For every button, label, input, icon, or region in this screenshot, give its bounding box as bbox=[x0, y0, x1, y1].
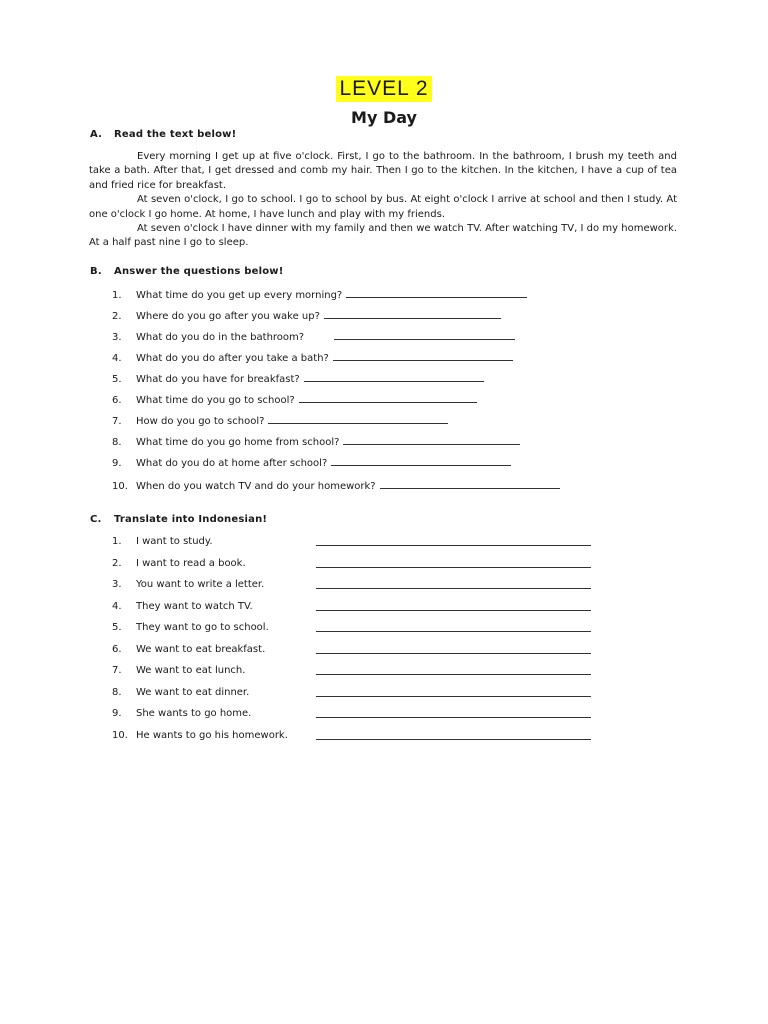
question-item bbox=[90, 391, 477, 407]
item-number: 3. bbox=[112, 579, 122, 590]
reading-paragraph: At seven o'clock, I go to school. I go to school by bus. At eight o'clock I arrive at school and then I study. At one o'clock I go home. At home, I have lunch and play with my friends. bbox=[89, 194, 677, 220]
answer-blank[interactable] bbox=[316, 599, 591, 611]
question-item bbox=[90, 433, 520, 449]
question-number: 9. bbox=[112, 458, 122, 469]
item-number: 8. bbox=[112, 686, 122, 698]
answer-blank[interactable] bbox=[304, 370, 484, 382]
level-label: LEVEL 2 bbox=[336, 76, 431, 102]
answer-blank[interactable] bbox=[334, 328, 515, 340]
answer-blank[interactable] bbox=[316, 728, 591, 740]
question-text: What time do you go to school? bbox=[136, 395, 295, 406]
question-number: 7. bbox=[112, 416, 122, 427]
section-c-letter: C. bbox=[90, 514, 102, 525]
answer-blank[interactable] bbox=[316, 685, 591, 697]
reading-text bbox=[89, 150, 677, 251]
question-item bbox=[90, 477, 560, 493]
answer-blank[interactable] bbox=[316, 556, 591, 568]
section-b-letter: B. bbox=[90, 266, 102, 277]
item-text: I want to read a book. bbox=[136, 557, 246, 569]
translation-item bbox=[90, 706, 316, 722]
translation-item bbox=[90, 685, 316, 701]
reading-paragraph: Every morning I get up at five o'clock. First, I go to the bathroom. In the bathroom, I brush my teeth and take a bath. After that, I get dressed and comb my hair. Then I go to the kitchen. In the kitchen, I have a cup of tea and fried rice for breakfast. bbox=[89, 151, 677, 191]
answer-blank[interactable] bbox=[316, 577, 591, 589]
answer-blank[interactable] bbox=[316, 642, 591, 654]
answer-blank[interactable] bbox=[316, 706, 591, 718]
translation-item bbox=[90, 599, 316, 615]
item-number: 4. bbox=[112, 600, 122, 612]
item-text: You want to write a letter. bbox=[136, 579, 265, 590]
answer-blank[interactable] bbox=[316, 534, 591, 546]
item-text: They want to go to school. bbox=[136, 622, 269, 633]
question-number: 10. bbox=[112, 481, 128, 492]
question-item bbox=[90, 286, 527, 302]
page-title: My Day bbox=[351, 108, 417, 127]
answer-blank[interactable] bbox=[343, 433, 520, 445]
translation-item bbox=[90, 556, 316, 572]
item-number: 5. bbox=[112, 622, 122, 633]
answer-blank[interactable] bbox=[268, 412, 448, 424]
answer-blank[interactable] bbox=[331, 454, 511, 466]
answer-blank[interactable] bbox=[324, 307, 501, 319]
answer-blank[interactable] bbox=[299, 391, 477, 403]
question-number: 3. bbox=[112, 332, 122, 343]
question-text: What do you do in the bathroom? bbox=[136, 332, 305, 343]
translation-item bbox=[90, 620, 316, 636]
item-text: We want to eat dinner. bbox=[136, 686, 250, 698]
reading-paragraph: At seven o'clock I have dinner with my family and then we watch TV. After watching TV, I do my homework. At a half past nine I go to sleep. bbox=[89, 223, 677, 249]
question-number: 5. bbox=[112, 374, 122, 385]
question-text: When do you watch TV and do your homework? bbox=[136, 481, 376, 492]
answer-blank[interactable] bbox=[333, 349, 513, 361]
item-number: 9. bbox=[112, 708, 122, 719]
item-text: We want to eat lunch. bbox=[136, 665, 246, 676]
answer-blank[interactable] bbox=[316, 620, 591, 632]
section-b-title: Answer the questions below! bbox=[114, 266, 284, 277]
item-number: 7. bbox=[112, 665, 122, 676]
question-number: 4. bbox=[112, 353, 122, 364]
section-c-heading bbox=[90, 513, 267, 527]
question-text: What do you do at home after school? bbox=[136, 458, 328, 469]
question-text: What do you do after you take a bath? bbox=[136, 353, 329, 364]
question-number: 6. bbox=[112, 395, 122, 406]
section-a-letter: A. bbox=[90, 129, 103, 140]
section-c-title: Translate into Indonesian! bbox=[114, 514, 268, 525]
item-text: She wants to go home. bbox=[136, 708, 252, 719]
item-text: They want to watch TV. bbox=[136, 600, 253, 612]
answer-blank[interactable] bbox=[316, 663, 591, 675]
question-number: 1. bbox=[112, 290, 122, 301]
answer-blank[interactable] bbox=[346, 286, 527, 298]
answer-blank[interactable] bbox=[380, 477, 560, 489]
question-text: How do you go to school? bbox=[136, 416, 265, 427]
question-item bbox=[90, 349, 513, 365]
level-heading bbox=[0, 76, 768, 103]
question-item bbox=[90, 370, 484, 386]
question-item bbox=[90, 307, 501, 323]
translation-item bbox=[90, 728, 316, 744]
item-text: We want to eat breakfast. bbox=[136, 643, 266, 655]
item-number: 6. bbox=[112, 643, 122, 655]
item-number: 10. bbox=[112, 730, 128, 741]
section-b-heading bbox=[90, 265, 284, 279]
translation-item bbox=[90, 663, 316, 679]
section-a-title: Read the text below! bbox=[114, 129, 237, 140]
item-number: 2. bbox=[112, 557, 122, 569]
question-item bbox=[90, 328, 515, 344]
question-text: What time do you get up every morning? bbox=[136, 290, 343, 301]
question-number: 8. bbox=[112, 437, 122, 448]
section-a-heading bbox=[90, 128, 236, 142]
question-text: Where do you go after you wake up? bbox=[136, 311, 320, 322]
question-item bbox=[90, 412, 448, 428]
question-item bbox=[90, 454, 511, 470]
translation-item bbox=[90, 534, 316, 550]
item-text: I want to study. bbox=[136, 536, 213, 547]
question-text: What time do you go home from school? bbox=[136, 437, 340, 448]
question-text: What do you have for breakfast? bbox=[136, 374, 300, 385]
item-number: 1. bbox=[112, 536, 122, 547]
translation-item bbox=[90, 642, 316, 658]
question-number: 2. bbox=[112, 311, 122, 322]
item-text: He wants to go his homework. bbox=[136, 730, 288, 741]
translation-item bbox=[90, 577, 316, 593]
